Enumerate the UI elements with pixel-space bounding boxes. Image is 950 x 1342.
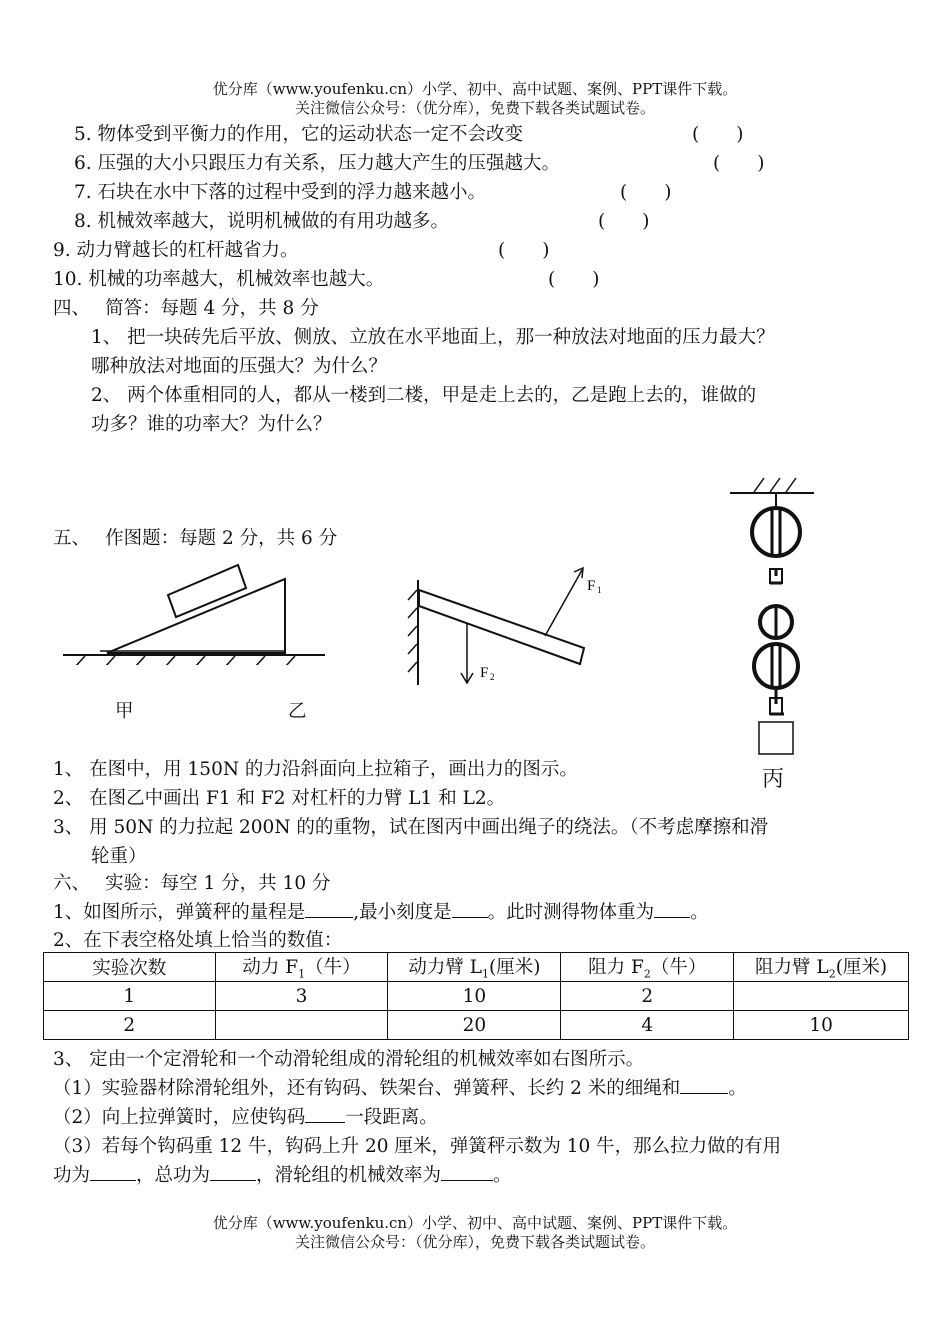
header-tail: （牛） <box>650 957 707 979</box>
table-header-row <box>44 953 909 982</box>
table-cell: 2 <box>44 1011 216 1040</box>
figure-jia-label: 甲 <box>115 701 134 722</box>
table-header-cell <box>388 953 561 982</box>
q3-2-text-a: （2）向上拉弹簧时，应使钩码 <box>53 1107 306 1128</box>
footer-line-1: 优分库（www.youfenku.cn）小学、初中、高中试题、案例、PPT课件下载。 <box>212 1214 738 1232</box>
header-tail: (厘米) <box>488 957 541 979</box>
section-4-title: 四、 简答：每题 4 分，共 8 分 <box>53 298 319 319</box>
header-sub: 2 <box>643 967 651 981</box>
efficiency-blank[interactable] <box>441 1162 493 1181</box>
section-6-q2: 2、在下表空格处填上恰当的数值： <box>53 930 343 951</box>
q3-3-text-d: 。 <box>493 1165 512 1186</box>
q3-3-text-a: 功为 <box>53 1165 91 1186</box>
section-5-q1: 1、 在图中，用 150N 的力沿斜面向上拉箱子，画出力的图示。 <box>53 759 578 780</box>
figure-jia-incline <box>55 555 335 665</box>
header-sub: 1 <box>481 967 489 981</box>
judge-paren-8: ( ) <box>598 211 650 232</box>
section-5-q3-line1: 3、 用 50N 的力拉起 200N 的的重物，试在图丙中画出绳子的绕法。（不考虑摩擦和滑 <box>53 817 769 838</box>
table-cell: 4 <box>561 1011 734 1040</box>
table-cell: 10 <box>388 982 561 1011</box>
q1-text-b: ,最小刻度是 <box>353 902 452 923</box>
judge-paren-9: ( ) <box>498 240 550 261</box>
useful-work-blank[interactable] <box>90 1162 136 1181</box>
table-row <box>44 1011 909 1040</box>
header-sub: 1 <box>298 967 306 981</box>
judge-item-9: 9. 动力臂越长的杠杆越省力。 <box>53 240 299 261</box>
section-6-q1 <box>53 898 709 924</box>
total-work-blank[interactable] <box>210 1162 256 1181</box>
q3-2-text-b: 一段距离。 <box>345 1107 438 1128</box>
figure-bing-pulleys <box>722 472 822 762</box>
table-cell: 1 <box>44 982 216 1011</box>
q3-1-text-a: （1）实验器材除滑轮组外，还有钩码、铁架台、弹簧秤、长约 2 米的细绳和 <box>53 1078 681 1099</box>
f2-sub: 2 <box>490 672 495 682</box>
judge-item-6: 6. 压强的大小只跟压力有关系，压力越大产生的压强越大。 <box>74 153 561 174</box>
table-header-cell <box>561 953 734 982</box>
f2-label: F <box>480 665 489 681</box>
section-5-title: 五、 作图题：每题 2 分，共 6 分 <box>53 528 338 549</box>
header-tail: (厘米) <box>835 957 888 979</box>
material-blank[interactable] <box>680 1075 728 1094</box>
section-4-q2-line2: 功多？谁的功率大？为什么？ <box>91 414 332 435</box>
judge-paren-10: ( ) <box>548 269 600 290</box>
section-4-q1-line2: 哪种放法对地面的压强大？为什么？ <box>91 356 388 377</box>
header-line-1: 优分库（www.youfenku.cn）小学、初中、高中试题、案例、PPT课件下载。 <box>212 80 738 98</box>
judge-item-8: 8. 机械效率越大，说明机械做的有用功越多。 <box>74 211 450 232</box>
q3-3-text-b: ，总功为 <box>136 1165 211 1186</box>
judge-item-7: 7. 石块在水中下落的过程中受到的浮力越来越小。 <box>74 182 487 203</box>
q1-text-c: 。此时测得物体重为 <box>487 902 655 923</box>
weight-blank[interactable] <box>654 899 690 918</box>
q1-text-d: 。 <box>690 902 709 923</box>
section-4-q1-line1: 1、 把一块砖先后平放、侧放、立放在水平地面上，那一种放法对地面的压力最大？ <box>91 327 775 348</box>
table-cell: 3 <box>215 982 388 1011</box>
table-cell: 2 <box>561 982 734 1011</box>
figure-bing-label: 丙 <box>762 767 785 792</box>
table-header-cell: 实验次数 <box>44 953 216 982</box>
judge-paren-7: ( ) <box>620 182 672 203</box>
table-row <box>44 982 909 1011</box>
table-cell: 20 <box>388 1011 561 1040</box>
header-text: 动力臂 L <box>408 957 482 979</box>
header-tail: （牛） <box>305 957 361 979</box>
experiment-table <box>43 952 909 1040</box>
section-6-q3-1 <box>53 1074 747 1100</box>
header-text: 阻力臂 L <box>755 957 829 979</box>
range-blank[interactable] <box>305 899 353 918</box>
section-6-title: 六、 实验：每空 1 分，共 10 分 <box>53 873 331 894</box>
q1-text-a: 1、如图所示，弹簧秤的量程是 <box>53 902 306 923</box>
section-6-q3-3-line1: （3）若每个钩码重 12 牛，钩码上升 20 厘米，弹簧秤示数为 10 牛，那么拉力做的有用 <box>53 1136 782 1157</box>
section-5-q2: 2、 在图乙中画出 F1 和 F2 对杠杆的力臂 L1 和 L2。 <box>53 788 506 809</box>
judge-paren-6: ( ) <box>713 153 765 174</box>
judge-item-5: 5. 物体受到平衡力的作用，它的运动状态一定不会改变 <box>74 124 524 145</box>
section-6-q3-2 <box>53 1103 438 1129</box>
q3-3-text-c: ，滑轮组的机械效率为 <box>256 1165 442 1186</box>
section-6-q3-3-line2 <box>53 1161 512 1187</box>
table-cell: 10 <box>734 1011 909 1040</box>
f1-sub: 1 <box>597 585 602 595</box>
table-cell-blank[interactable] <box>734 982 909 1011</box>
q3-1-text-b: 。 <box>728 1078 747 1099</box>
footer-line-2: 关注微信公众号：（优分库），免费下载各类试题试卷。 <box>294 1233 655 1251</box>
table-header-cell <box>215 953 388 982</box>
header-sub: 2 <box>828 967 836 981</box>
header-line-2: 关注微信公众号：（优分库），免费下载各类试题试卷。 <box>294 99 655 117</box>
figure-yi-label: 乙 <box>288 701 307 722</box>
min-scale-blank[interactable] <box>452 899 488 918</box>
motion-blank[interactable] <box>305 1104 345 1123</box>
section-4-q2-line1: 2、 两个体重相同的人，都从一楼到二楼，甲是走上去的，乙是跑上去的，谁做的 <box>91 385 757 406</box>
judge-paren-5: ( ) <box>692 124 744 145</box>
figure-yi-lever <box>400 560 620 690</box>
table-header-cell <box>734 953 909 982</box>
header-text: 阻力 F <box>588 957 644 979</box>
judge-item-10: 10. 机械的功率越大，机械效率也越大。 <box>53 269 385 290</box>
section-5-q3-line2: 轮重） <box>91 846 147 867</box>
section-6-q3: 3、 定由一个定滑轮和一个动滑轮组成的滑轮组的机械效率如右图所示。 <box>53 1049 645 1070</box>
f1-label: F <box>587 578 596 594</box>
table-cell-blank[interactable] <box>215 1011 388 1040</box>
header-text: 动力 F <box>242 957 299 979</box>
